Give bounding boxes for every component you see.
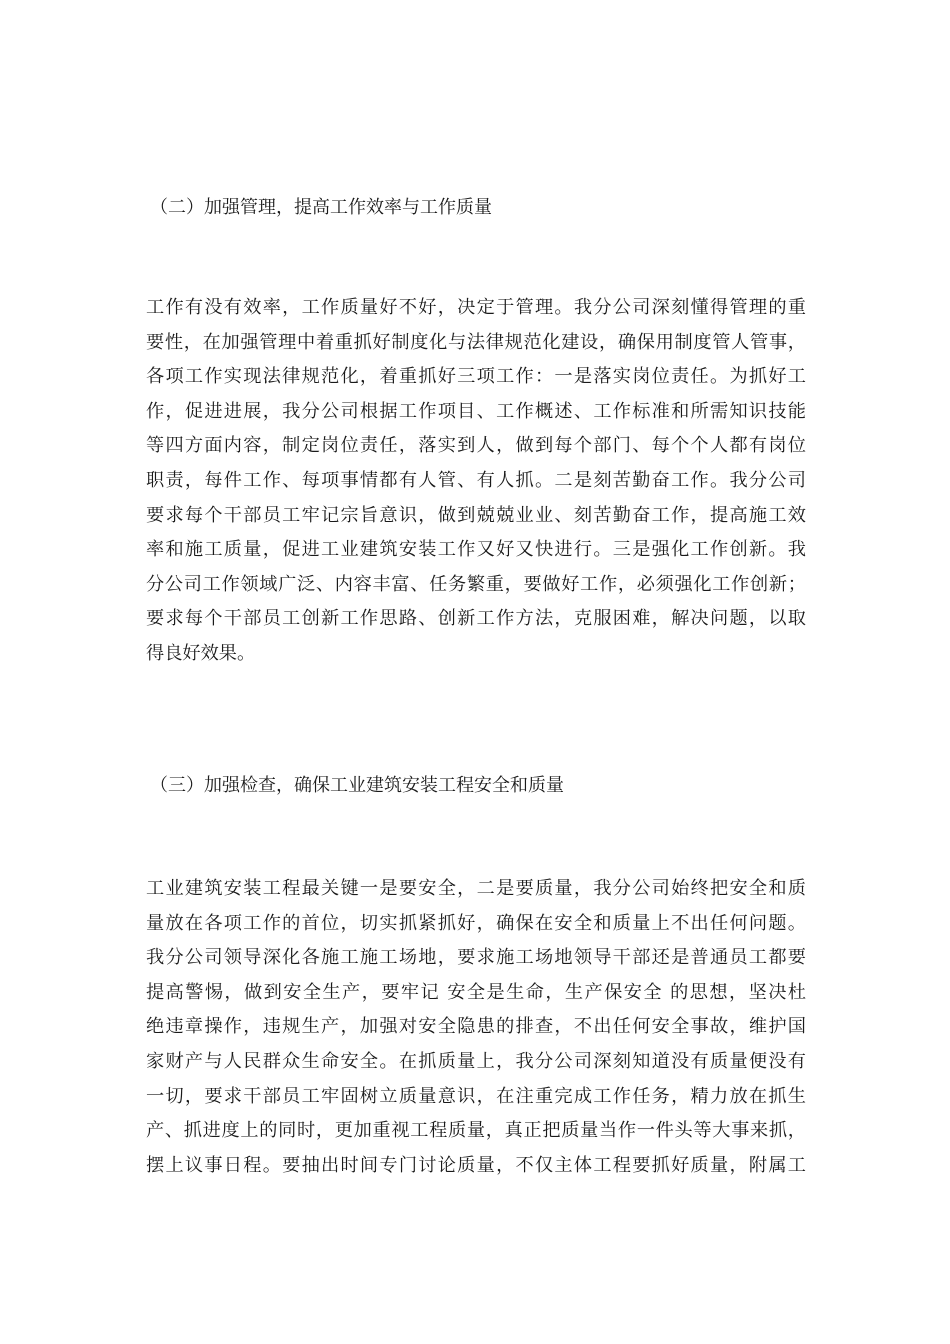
paragraph-line: 摆上议事日程。要抽出时间专门讨论质量，不仅主体工程要抓好质量，附属工 — [146, 1154, 806, 1176]
paragraph-line: 要求每个干部员工创新工作思路、创新工作方法，克服困难，解决问题，以取 — [146, 608, 806, 630]
paragraph-line: 作，促进进展，我分公司根据工作项目、工作概述、工作标准和所需知识技能 — [146, 400, 806, 422]
paragraph-line: 家财产与人民群众生命安全。在抓质量上，我分公司深刻知道没有质量便没有 — [146, 1050, 806, 1072]
paragraph-line: 职责，每件工作、每项事情都有人管、有人抓。二是刻苦勤奋工作。我分公司 — [146, 469, 806, 491]
section-paragraph — [146, 291, 806, 672]
paragraph-line: 要求每个干部员工牢记宗旨意识，做到兢兢业业、刻苦勤奋工作，提高施工效 — [146, 504, 806, 526]
paragraph-line: 量放在各项工作的首位，切实抓紧抓好，确保在安全和质量上不出任何问题。 — [146, 912, 806, 934]
paragraph-line: 我分公司领导深化各施工施工场地，要求施工场地领导干部还是普通员工都要 — [146, 947, 806, 969]
paragraph-line: 提高警惕，做到安全生产，要牢记 安全是生命，生产保安全 的思想，坚决杜 — [146, 981, 806, 1003]
paragraph-line: 一切，要求干部员工牢固树立质量意识，在注重完成工作任务，精力放在抓生 — [146, 1085, 806, 1107]
paragraph-line: 率和施工质量，促进工业建筑安装工作又好又快进行。三是强化工作创新。我 — [146, 539, 806, 561]
paragraph-line: 等四方面内容，制定岗位责任，落实到人，做到每个部门、每个个人都有岗位 — [146, 435, 806, 457]
paragraph-line: 分公司工作领域广泛、内容丰富、任务繁重，要做好工作，必须强化工作创新； — [146, 573, 806, 595]
paragraph-line: 要性，在加强管理中着重抓好制度化与法律规范化建设，确保用制度管人管事， — [146, 331, 806, 353]
paragraph-line: 各项工作实现法律规范化，着重抓好三项工作：一是落实岗位责任。为抓好工 — [146, 366, 806, 388]
paragraph-line: 工作有没有效率，工作质量好不好，决定于管理。我分公司深刻懂得管理的重 — [146, 297, 806, 318]
section-heading: （三）加强检查，确保工业建筑安装工程安全和质量 — [150, 775, 564, 796]
paragraph-line: 得良好效果。 — [146, 642, 256, 664]
paragraph-line: 绝违章操作，违规生产，加强对安全隐患的排查，不出任何安全事故，维护国 — [146, 1016, 806, 1038]
section-paragraph — [146, 872, 806, 1183]
paragraph-line: 产、抓进度上的同时，更加重视工程质量，真正把质量当作一件头等大事来抓， — [146, 1120, 806, 1142]
section-heading: （二）加强管理，提高工作效率与工作质量 — [150, 197, 492, 218]
paragraph-line: 工业建筑安装工程最关键一是要安全，二是要质量，我分公司始终把安全和质 — [146, 878, 806, 899]
